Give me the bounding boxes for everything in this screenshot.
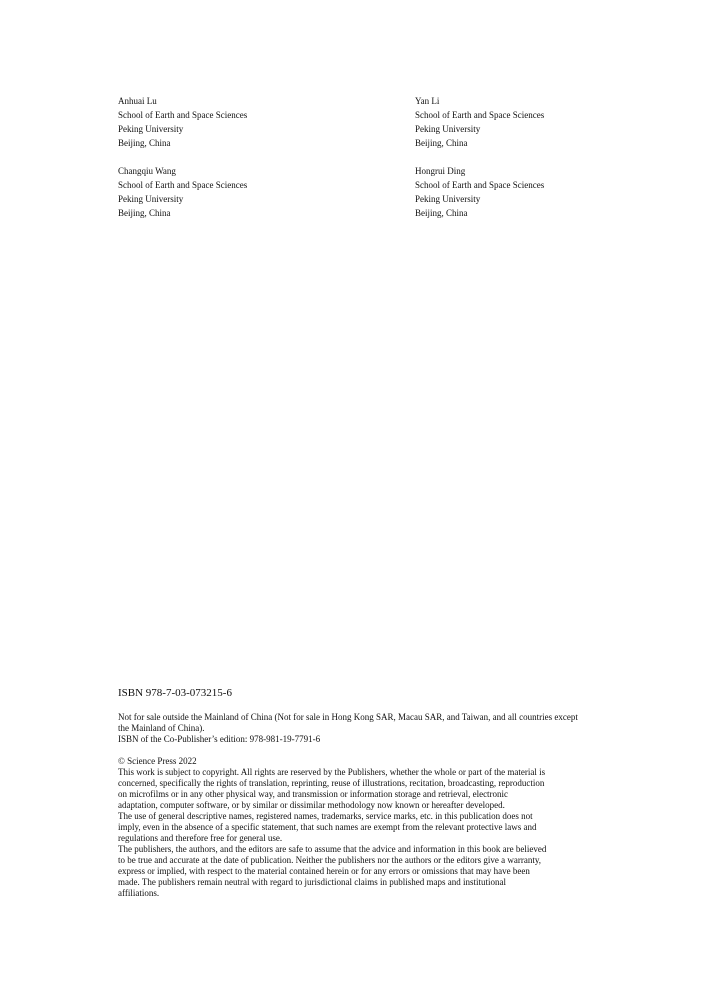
copyright-line: affiliations. xyxy=(118,888,160,898)
copyright-line: made. The publishers remain neutral with regard to jurisdictional claims in published maps and institutional xyxy=(118,877,507,887)
copyright-line: The use of general descriptive names, registered names, trademarks, service marks, etc. in this publication does not xyxy=(118,811,533,821)
author-department: School of Earth and Space Sciences xyxy=(118,180,248,190)
author-department: School of Earth and Space Sciences xyxy=(415,110,545,120)
copyright-line: © Science Press 2022 xyxy=(118,756,197,766)
copyright-line: to be true and accurate at the date of publication. Neither the publishers nor the authors or the editors give a warranty, xyxy=(118,855,542,865)
copyright-line: adaptation, computer software, or by similar or dissimilar methodology now known or hereafter developed. xyxy=(118,800,505,810)
copyright-line: concerned, specifically the rights of translation, reprinting, reuse of illustrations, recitation, broadcasting, reproduction xyxy=(118,778,545,788)
author-block xyxy=(415,94,615,150)
author-affiliations xyxy=(118,94,618,220)
author-name: Yan Li xyxy=(415,96,440,106)
author-institution: Peking University xyxy=(118,194,184,204)
copyright-line: imply, even in the absence of a specific statement, that such names are exempt from the relevant protective laws and xyxy=(118,822,537,832)
author-institution: Peking University xyxy=(118,124,184,134)
sale-notice-line: Not for sale outside the Mainland of China (Not for sale in Hong Kong SAR, Macau SAR, and Taiwan, and all countries except xyxy=(118,712,578,722)
author-name: Anhuai Lu xyxy=(118,96,157,106)
author-name: Hongrui Ding xyxy=(415,166,466,176)
author-location: Beijing, China xyxy=(415,208,468,218)
author-location: Beijing, China xyxy=(118,208,171,218)
author-block xyxy=(415,164,615,220)
author-block xyxy=(118,94,415,150)
copyright-line: The publishers, the authors, and the editors are safe to assume that the advice and information in this book are believed xyxy=(118,844,547,854)
author-block xyxy=(118,164,415,220)
isbn-line: ISBN 978-7-03-073215-6 xyxy=(118,687,232,699)
copyright-line: This work is subject to copyright. All rights are reserved by the Publishers, whether the whole or part of the material is xyxy=(118,767,546,777)
legal-notice xyxy=(118,712,608,899)
author-department: School of Earth and Space Sciences xyxy=(415,180,545,190)
author-institution: Peking University xyxy=(415,194,481,204)
author-location: Beijing, China xyxy=(415,138,468,148)
spacer xyxy=(118,745,608,756)
author-name: Changqiu Wang xyxy=(118,166,176,176)
author-location: Beijing, China xyxy=(118,138,171,148)
co-publisher-isbn: ISBN of the Co-Publisher’s edition: 978-981-19-7791-6 xyxy=(118,734,321,744)
copyright-line: on microfilms or in any other physical way, and transmission or information storage and retrieval, electronic xyxy=(118,789,509,799)
copyright-line: regulations and therefore free for general use. xyxy=(118,833,283,843)
author-department: School of Earth and Space Sciences xyxy=(118,110,248,120)
sale-notice-line: the Mainland of China). xyxy=(118,723,205,733)
author-institution: Peking University xyxy=(415,124,481,134)
copyright-line: express or implied, with respect to the material contained herein or for any errors or omissions that may have been xyxy=(118,866,530,876)
